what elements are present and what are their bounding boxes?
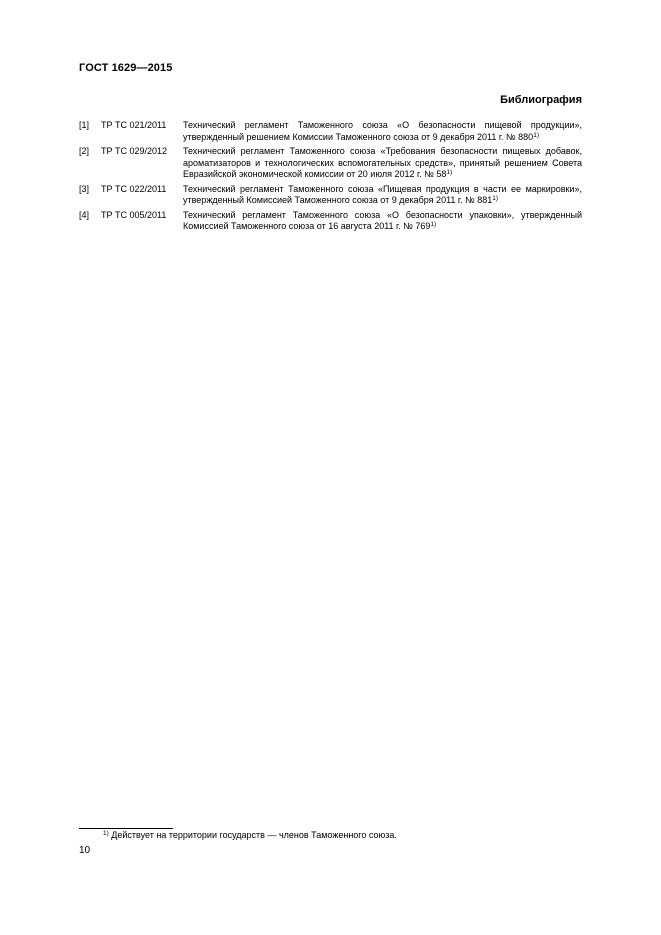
entry-code: ТР ТС 022/2011	[101, 183, 167, 194]
page-number: 10	[79, 845, 91, 856]
bibliography-entry	[79, 210, 582, 233]
bibliography-entry	[79, 146, 582, 181]
entry-description: Технический регламент Таможенного союза «О безопасности пищевой продукции», утвержденный решением Комиссии Таможенного союза от 9 декабря 2011 г. № 880	[183, 120, 582, 142]
footnote-reference: 1)	[533, 131, 539, 139]
footnote-marker: 1)	[103, 830, 109, 837]
bibliography-list	[79, 120, 582, 236]
entry-number: [2]	[79, 146, 90, 156]
bibliography-title: Библиография	[500, 94, 582, 106]
footnote-reference: 1)	[446, 169, 453, 176]
entry-code: ТР ТС 029/2012	[101, 146, 168, 156]
entry-number: [3]	[79, 183, 90, 194]
document-code-header: ГОСТ 1629—2015	[79, 62, 173, 74]
bibliography-entry	[79, 184, 582, 207]
footnote-reference: 1)	[492, 195, 499, 202]
entry-code: ТР ТС 021/2011	[101, 120, 167, 130]
entry-description: Технический регламент Таможенного союза «Требования безопасности пищевых добавок, ароматизаторов и технологических вспомогательных средств», принятый решением Совета Евразийской экономической комиссии от 20 июля 2012 г. № 58	[183, 146, 582, 179]
footnote-text: Действует на территории государств — членов Таможенного союза.	[111, 830, 397, 840]
entry-number: [1]	[79, 120, 90, 130]
footnote-divider	[79, 828, 173, 829]
entry-code: ТР ТС 005/2011	[101, 209, 167, 220]
entry-description: Технический регламент Таможенного союза «Пищевая продукция в части ее маркировки», утвержденный Комиссией Таможенного союза от 9 декабря 2011 г. № 881	[183, 183, 582, 205]
entry-text	[183, 184, 582, 207]
entry-text	[183, 120, 582, 143]
bibliography-entry	[79, 120, 582, 143]
footnote	[103, 830, 397, 841]
entry-text	[183, 146, 582, 181]
entry-number: [4]	[79, 209, 90, 220]
entry-description: Технический регламент Таможенного союза «О безопасности упаковки», утвержденный Комиссией Таможенного союза от 16 августа 2011 г. № 769	[183, 209, 582, 231]
footnote-reference: 1)	[430, 221, 437, 228]
entry-text	[183, 210, 582, 233]
